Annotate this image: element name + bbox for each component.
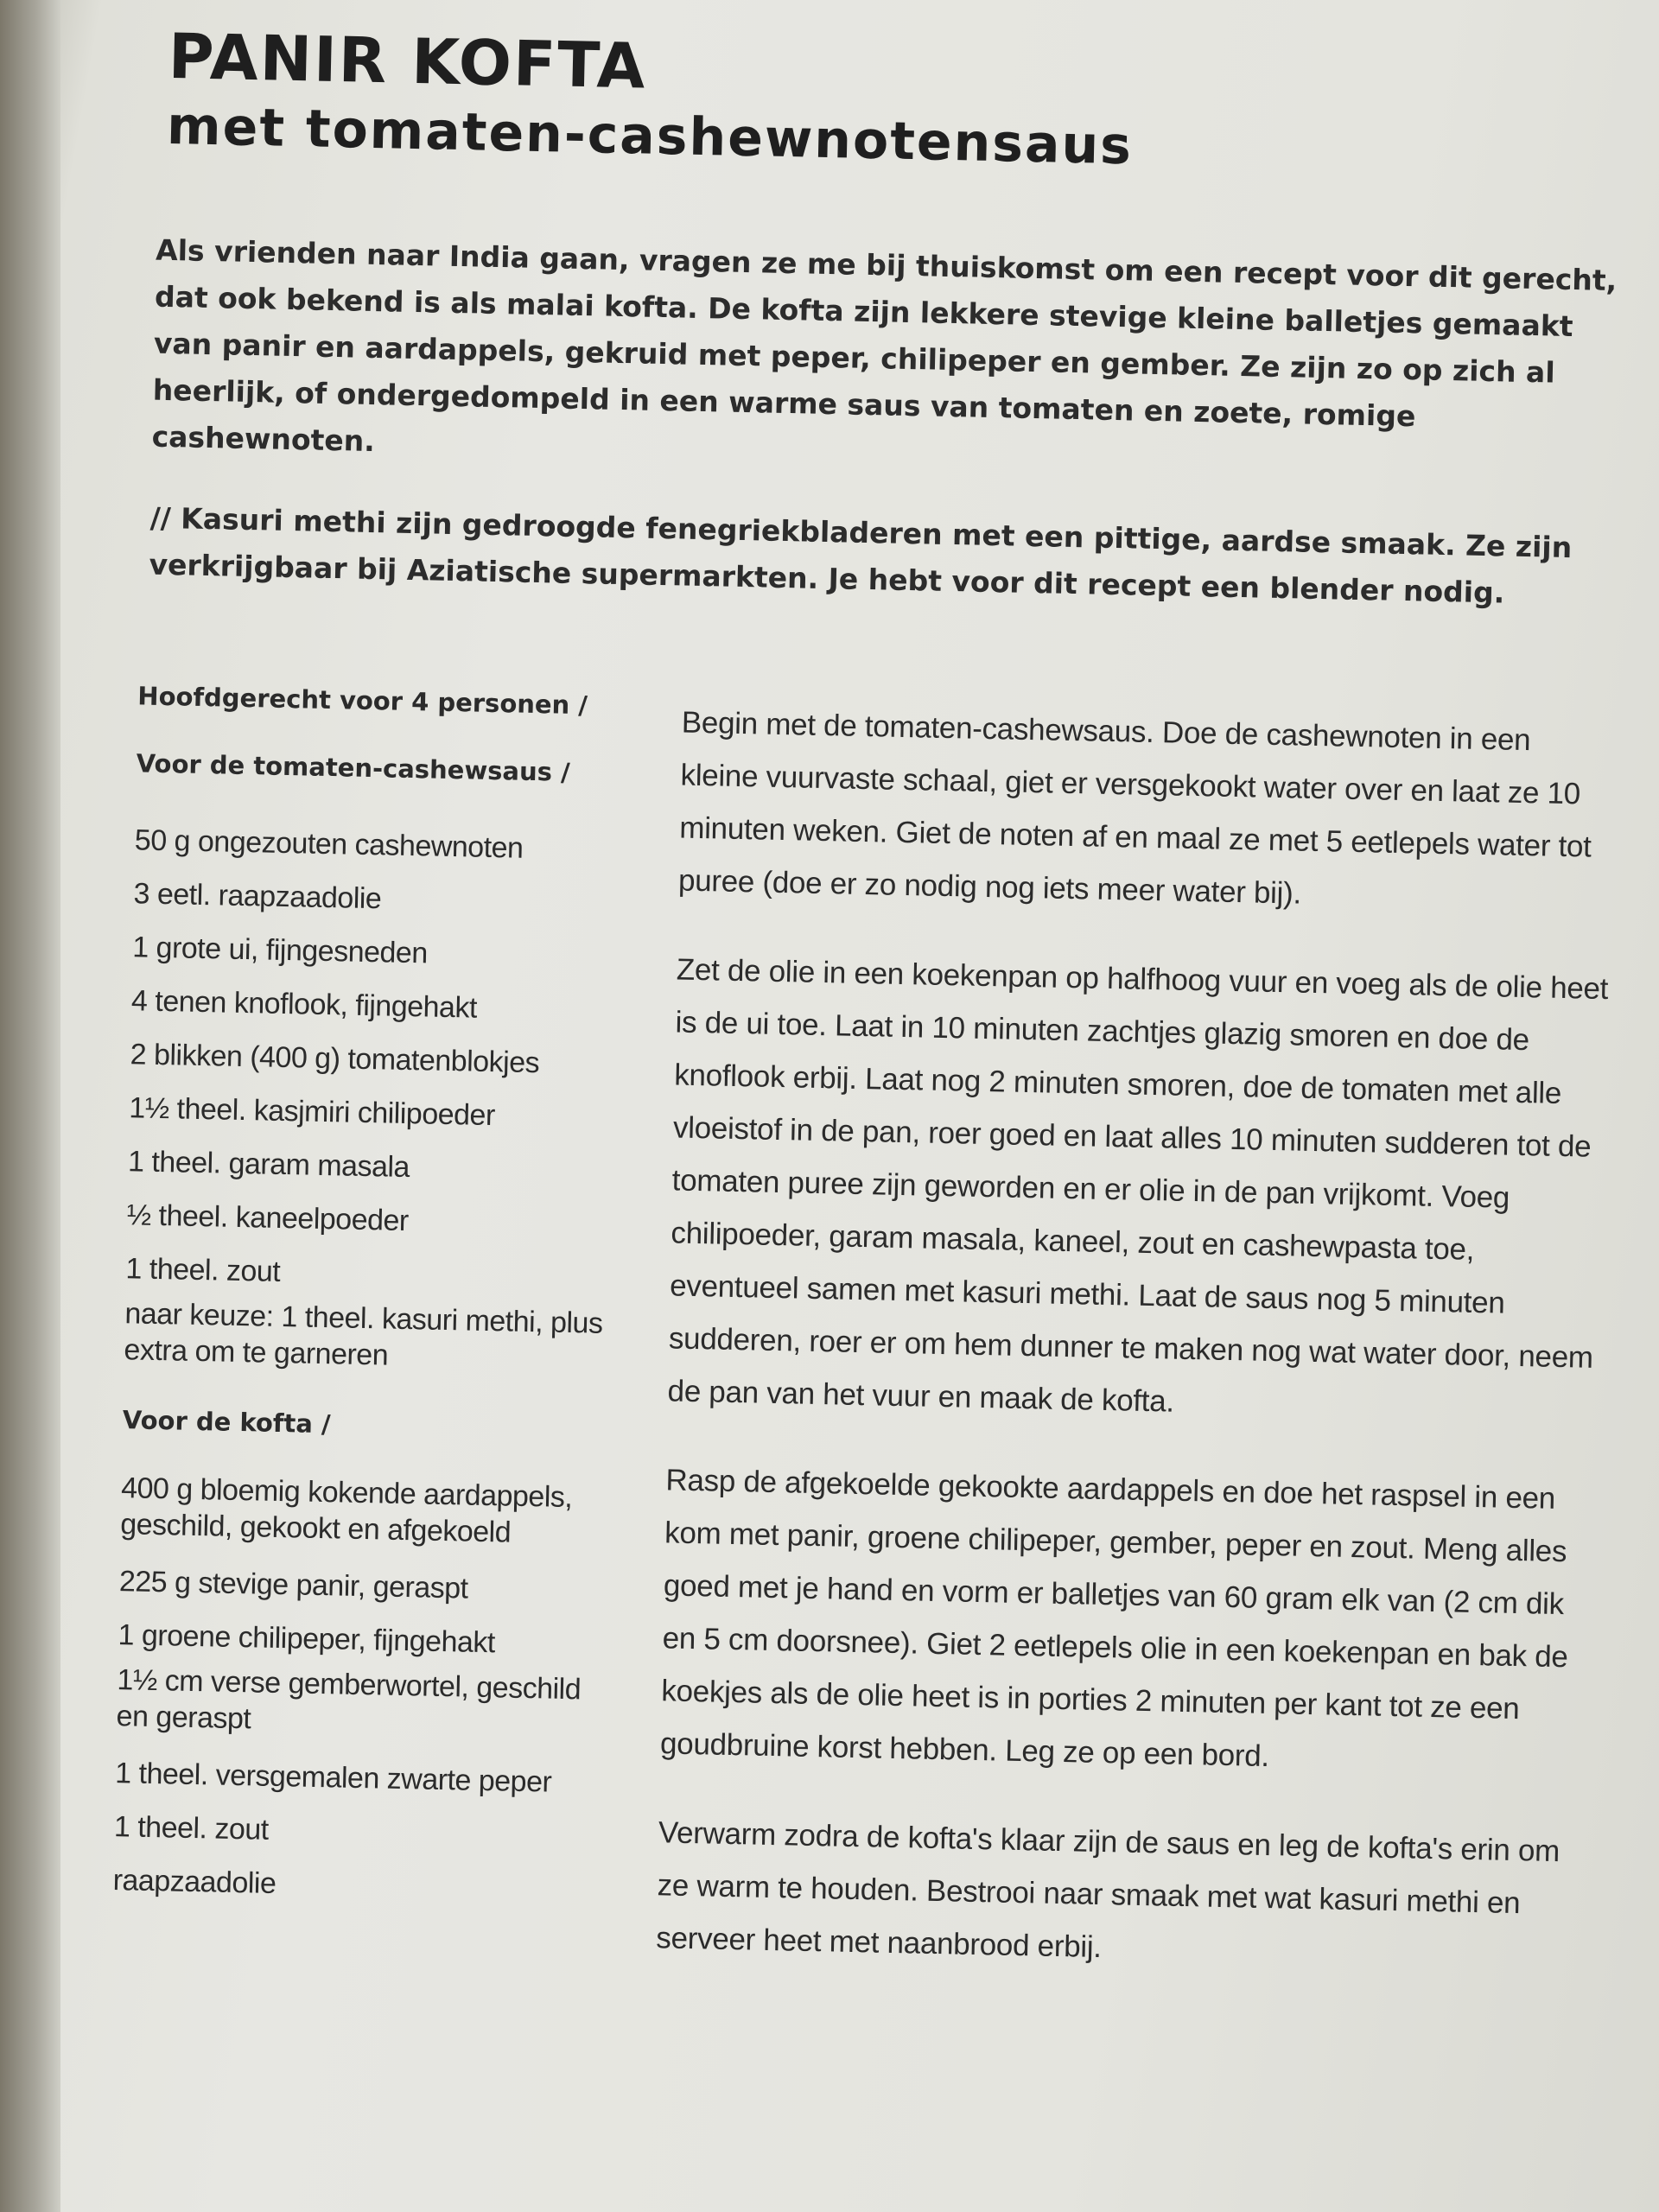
- ingredient-item: 1 theel. zout: [113, 1810, 270, 1847]
- servings-heading: Hoofdgerecht voor 4 personen /: [137, 681, 588, 721]
- ingredient-item: 1½ cm verse gemberwortel, geschild en geraspt: [116, 1663, 582, 1736]
- ingredient-item: naar keuze: 1 theel. kasuri methi, plus extra om te garneren: [124, 1297, 603, 1372]
- intro-note: // Kasuri methi zijn gedroogde fenegriekbladeren met een pittige, aardse smaak. Ze zijn verkrijgbaar bij Aziatische supermarkten. Je hebt voor dit recept een blender nodig.: [149, 500, 1573, 610]
- recipe-intro: [148, 227, 1629, 654]
- ingredient-item: 1 theel. garam masala: [127, 1145, 410, 1185]
- method-column: [655, 696, 1615, 2020]
- method-step: Rasp de afgekoelde gekookte aardappels en doe het raspsel in een kom met panir, groene chilipeper, gember, peper en zout. Meng alles goed met je hand en vorm er balletjes van 60 gram elk van (2 cm dik en 5 cm doorsnee). Giet 2 eetlepels olie in een koekenpan en bak de koekjes als de olie heet is in porties 2 minuten per kant tot ze een goudbruine korst hebben. Leg ze op een bord.: [659, 1463, 1568, 1774]
- ingredient-item: 3 eetl. raapzaadolie: [133, 877, 382, 916]
- sauce-ingredient-list: [124, 813, 619, 1378]
- ingredient-item: 4 tenen knoflook, fijngehakt: [130, 984, 478, 1025]
- ingredient-item: 50 g ongezouten cashewnoten: [134, 823, 524, 865]
- method-step: Zet de olie in een koekenpan op halfhoog vuur en voeg als de olie heet is de ui toe. Laat in 10 minuten zachtjes glazig smoren en doe de knoflook erbij. Laat nog 2 minuten smoren, doe de tomaten met alle vloeistof in de pan, roer goed en laat alles 10 minuten sudderen tot de tomaten puree zijn geworden en er olie in de pan vrijkomt. Voeg chilipoeder, garam masala, kaneel, zout en cashewpasta toe, eventueel samen met kasuri methi. Laat de saus nog 5 minuten sudderen, roer er om hem dunner te maken nog wat water door, neem de pan van het vuur en maak de kofta.: [667, 952, 1609, 1419]
- kofta-heading: Voor de kofta /: [122, 1405, 331, 1440]
- ingredient-item: 1 theel. versgemalen zwarte peper: [114, 1757, 552, 1799]
- kofta-ingredient-list: [112, 1470, 605, 1917]
- ingredients-column: [111, 678, 621, 1951]
- ingredient-item: 1 groene chilipeper, fijngehakt: [118, 1618, 496, 1660]
- recipe-subtitle: met tomaten-cashewnotensaus: [166, 95, 1134, 177]
- ingredient-item: 2 blikken (400 g) tomatenblokjes: [130, 1038, 540, 1080]
- sauce-heading: Voor de tomaten-cashewsaus /: [136, 748, 570, 787]
- recipe-title: PANIR KOFTA: [168, 19, 648, 103]
- ingredient-item: 1 grote ui, fijngesneden: [131, 931, 429, 970]
- ingredient-item: 225 g stevige panir, geraspt: [118, 1565, 468, 1605]
- ingredient-item: 1 theel. zout: [125, 1252, 281, 1288]
- method-step: Begin met de tomaten-cashewsaus. Doe de cashewnoten in een kleine vuurvaste schaal, giet er versgekookt water over en laat ze 10 minuten weken. Giet de noten af en maal ze met 5 eetlepels water tot puree (doe er zo nodig nog iets meer water bij).: [677, 705, 1592, 911]
- ingredient-item: raapzaadolie: [112, 1864, 276, 1901]
- intro-paragraph: Als vrienden naar India gaan, vragen ze me bij thuiskomst om een recept voor dit gerecht, dat ook bekend is als malai kofta. De kofta zijn lekkere stevige kleine balletjes gemaakt van panir en aardappels, gekruid met peper, chilipeper en gember. Ze zijn zo op zich al heerlijk, of ondergedompeld in een warme saus van tomaten en zoete, romige cashewnoten.: [151, 232, 1618, 459]
- ingredient-item: ½ theel. kaneelpoeder: [126, 1198, 410, 1238]
- ingredient-item: 400 g bloemig kokende aardappels, geschild, gekookt en afgekoeld: [119, 1471, 573, 1549]
- ingredient-item: 1½ theel. kasjmiri chilipoeder: [129, 1091, 496, 1133]
- method-step: Verwarm zodra de kofta's klaar zijn de saus en leg de kofta's erin om ze warm te houden. Bestrooi naar smaak met wat kasuri methi en serveer heet met naanbrood erbij.: [656, 1815, 1560, 1965]
